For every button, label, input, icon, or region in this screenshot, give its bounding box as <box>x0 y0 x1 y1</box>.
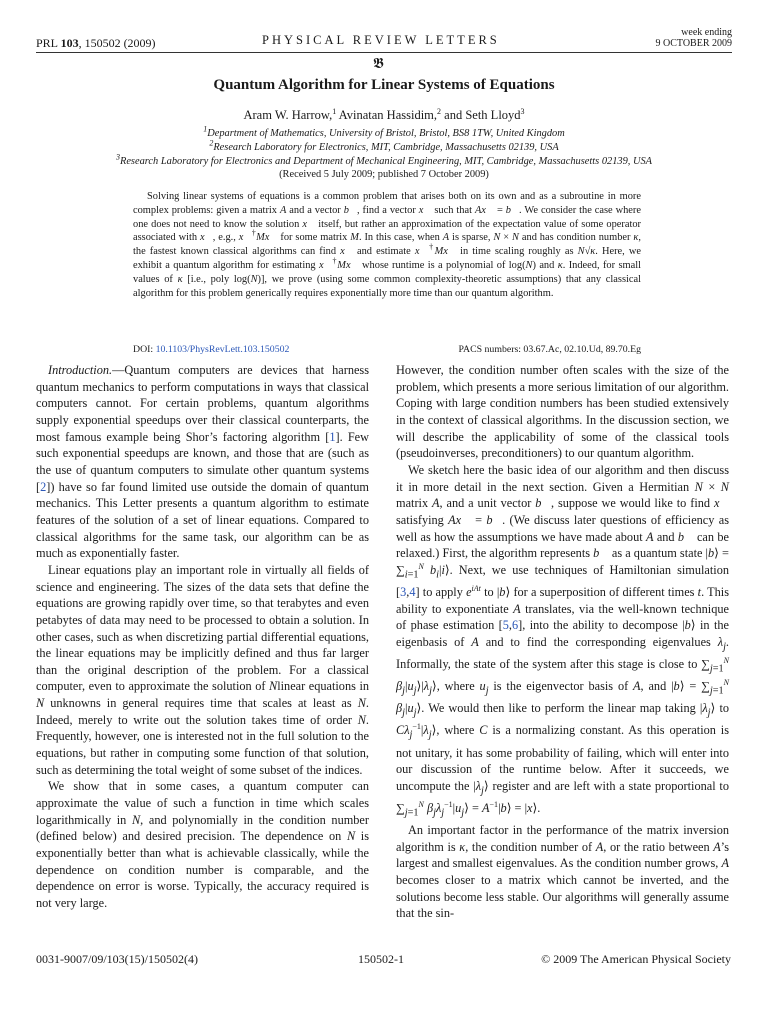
author-list <box>0 108 768 123</box>
author-3 <box>444 108 524 122</box>
author-2 <box>339 108 441 122</box>
body-column-left: Introduction.—Quantum computers are devices that harness quantum mechanics to perform computations in ways that classical computers cannot. For certain problems, quantum algorithms supply exponential speedups over their classical counterparts, the most famous example being Shor’s factoring algorithm [1]. Few such exponential speedups are known, and those that are (such as the use of quantum computers to simulate other quantum systems [2]) have so far found limited use outside the domain of quantum mechanics. This Letter presents a quantum algorithm to estimate features of the solution of a set of linear equations. Compared to classical algorithms for the same task, our algorithm can be as much as exponentially faster. Linear equations play an important role in virtually all fields of science and engineering. The sizes of the data sets that define the equations are growing rapidly over time, so that terabytes and even petabytes of data may need to be processed to obtain a solution. In other cases, such as when discretizing partial differential equations, the linear equations may be implicitly defined and thus far larger than the original description of the problem. For a classical computer, even to approximate the solution of Nlinear equations in N unknowns in general requires time that scales at least as N. Indeed, merely to write out the solution takes time of order N. Frequently, however, one is interested not in the full solution to the equations, but rather in computing some function of that solution, such as determining the total weight of some subset of the indices. We show that in some cases, a quantum computer can approximate the value of such a function in time which scales logarithmically in N, and polynomially in the condition number (defined below) and desired precision. The dependence on N is exponentially better than what is achievable classically, while the dependence on condition number is comparable, and the dependence on error is worse. Typically, the accuracy required is not very large. <box>36 363 370 910</box>
doi-line <box>133 344 289 355</box>
volume-number: 103 <box>60 36 79 50</box>
aps-logo-icon: 𝕭 <box>373 56 384 72</box>
doi-link[interactable]: 10.1103/PhysRevLett.103.150502 <box>155 344 290 355</box>
header-rule <box>36 52 732 53</box>
journal-ref-prefix: PRL <box>36 36 61 50</box>
abstract-text: Solving linear systems of equations is a common problem that arises both on its own and as a subroutine in more complex problems: given a matrix A and a vector b⃗, find a vector x⃗ such that Ax⃗ = b⃗. We consider the case where one does not need to know the solution x⃗ itself, but rather an approximation of the expectation value of some operator associated with x⃗, e.g., x⃗†Mx⃗ for some matrix M. In this case, when A is sparse, N × N and has condition number κ, the fastest known classical algorithms can find x⃗ and estimate x⃗†Mx⃗ in time scaling roughly as N√κ. Here, we exhibit a quantum algorithm for estimating x⃗†Mx⃗ whose runtime is a polynomial of log(N) and κ. Indeed, for small values of κ [i.e., poly log(N)], we prove (using some common complexity-theoretic assumptions) that any classical algorithm for this problem generically requires exponentially more time than our quantum algorithm. <box>133 191 642 299</box>
week-ending-date: 9 OCTOBER 2009 <box>655 38 732 49</box>
author-name: and Seth Lloyd <box>444 108 521 122</box>
affiliation-number: 3 <box>115 152 120 162</box>
affiliations <box>0 124 768 182</box>
author-affil-mark: 2 <box>437 106 442 116</box>
paper-title: Quantum Algorithm for Linear Systems of Equations <box>213 77 555 93</box>
journal-reference <box>36 36 156 51</box>
pacs-numbers: PACS numbers: 03.67.Ac, 02.10.Ud, 89.70.Eg <box>458 344 641 355</box>
affiliation-1 <box>0 124 768 141</box>
abstract <box>133 190 641 300</box>
received-dates: (Received 5 July 2009; published 7 October 2009) <box>279 169 489 181</box>
affiliation-text: Research Laboratory for Electronics, MIT, Cambridge, Massachusetts 02139, USA <box>213 141 559 153</box>
page-number: 150502-1 <box>358 952 404 966</box>
week-ending-label: week ending <box>681 27 732 38</box>
affiliation-number: 2 <box>209 138 214 148</box>
body-column-right: However, the condition number often scales with the size of the problem, which presents a more serious limitation of our algorithm. Coping with large condition numbers has been studied extensively in the context of classical algorithms. In the discussion section, we will describe the applicability of some of the classical tools (pseudoinverses, preconditioners) to our quantum algorithm. We sketch here the basic idea of our algorithm and then discuss it in more detail in the next section. Given a Hermitian N × N matrix A, and a unit vector b⃗, suppose we would like to find x⃗ satisfying Ax⃗ = b⃗. (We discuss later questions of efficiency as well as how the assumptions we have made about A and b⃗ can be relaxed.) First, the algorithm represents b⃗ as a quantum state |b⟩ = $\sum_{i=1}^N$ $b_i|i⟩$. Next, we use techniques of Hamiltonian simulation [3,4] to apply $e^{iAt}$ to |b⟩ for a superposition of different times t. This ability to exponentiate A translates, via the well-known technique of phase estimation [5,6], into the ability to decompose |b⟩ in the eigenbasis of A and to find the corresponding eigenvalues $\lambda_j$. Informally, the state of the system after this stage is close to $\sum_{j=1}^N$ $\beta_j|u_j⟩|\lambda_j⟩$, where $u_j$ is the eigenvector basis of A, and |b⟩ = $\sum_{j=1}^N$ $\beta_j|u_j⟩$. We would then like to perform the linear map taking $|\lambda_j⟩$ to $C\lambda_j^{-1}|\lambda_j⟩$, where C is a normalizing constant. As this operation is not unitary, it has some probability of failing, which will enter into our discussion of the runtime below. After it succeeds, we uncompute the $|\lambda_j⟩$ register and are left with a state proportional to $\sum_{j=1}^N$ $\beta_j\lambda_j^{-1}|u_j⟩$ = $A^{-1}|b⟩$ = |x⟩. An important factor in the performance of the matrix inversion algorithm is κ, the condition number of A, or the ratio between A’s largest and smallest eigenvalues. As the condition number grows, A becomes closer to a matrix which cannot be inverted, and the solutions become less stable. Our algorithms will generally assume that the sin- <box>396 363 730 921</box>
footer-issn: 0031-9007/09/103(15)/150502(4) <box>36 952 198 966</box>
author-affil-mark: 3 <box>520 106 525 116</box>
affiliation-number: 1 <box>203 124 208 134</box>
affiliation-text: Research Laboratory for Electronics and Department of Mechanical Engineering, MIT, Cambridge, Massachusetts 02139, USA <box>119 155 653 167</box>
author-name: Avinatan Hassidim, <box>338 108 438 122</box>
journal-name: PHYSICAL REVIEW LETTERS <box>262 33 500 47</box>
author-affil-mark: 1 <box>332 106 337 116</box>
affiliation-text: Department of Mathematics, University of Bristol, Bristol, BS8 1TW, United Kingdom <box>207 128 565 139</box>
author-1 <box>243 108 336 122</box>
doi-label: DOI: <box>133 344 156 355</box>
copyright: © 2009 The American Physical Society <box>541 952 731 966</box>
author-name: Aram W. Harrow, <box>243 108 333 122</box>
affiliation-3 <box>0 152 768 169</box>
journal-ref-rest: , 150502 (2009) <box>78 36 156 50</box>
week-ending <box>656 27 733 49</box>
